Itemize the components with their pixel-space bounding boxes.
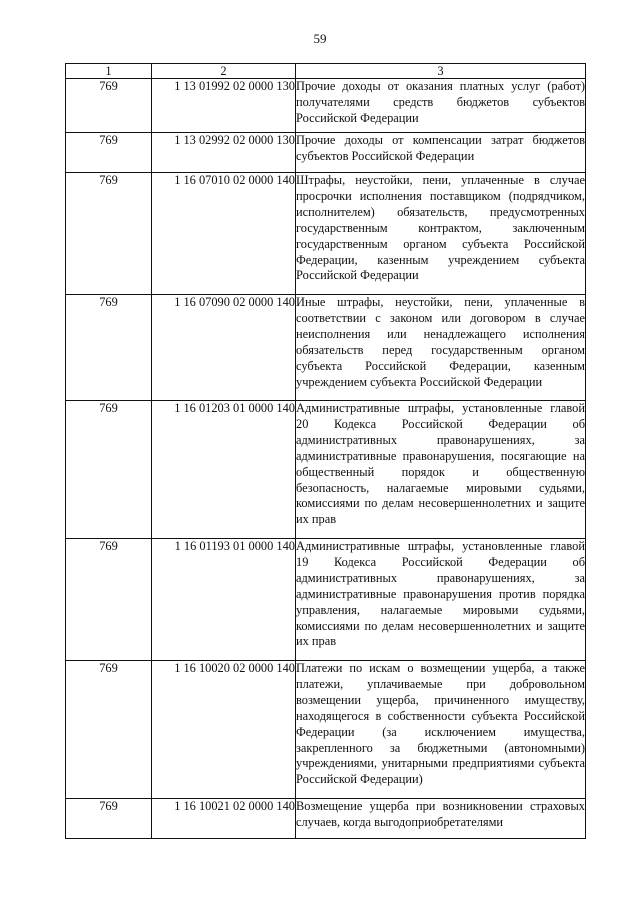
table-row (66, 173, 586, 295)
table-row (66, 539, 586, 661)
admin-code-cell: 769 (66, 133, 152, 173)
budget-code-cell: 1 16 07010 02 0000 140 (152, 173, 296, 295)
admin-code-cell: 769 (66, 79, 152, 133)
budget-code-cell: 1 13 01992 02 0000 130 (152, 79, 296, 133)
table-header-row (66, 64, 586, 79)
column-header-1: 1 (66, 64, 152, 79)
admin-code-cell: 769 (66, 661, 152, 799)
revenue-name-cell: Административные штрафы, установленные главой 19 Кодекса Российской Федерации об административных правонарушениях, за административные правонарушения против порядка управления, налагаемые мировыми судьями, комиссиями по делам несовершеннолетних и защите их прав (296, 539, 586, 661)
budget-code-cell: 1 16 10021 02 0000 140 (152, 799, 296, 839)
budget-code-cell: 1 16 01193 01 0000 140 (152, 539, 296, 661)
table-row (66, 295, 586, 401)
column-header-3: 3 (296, 64, 586, 79)
admin-code-cell: 769 (66, 295, 152, 401)
table-row (66, 401, 586, 539)
table-row (66, 133, 586, 173)
table-row (66, 79, 586, 133)
revenue-name-cell: Прочие доходы от компенсации затрат бюджетов субъектов Российской Федерации (296, 133, 586, 173)
revenue-name-cell: Платежи по искам о возмещении ущерба, а также платежи, уплачиваемые при добровольном возмещении ущерба, причиненного имуществу, находящегося в собственности субъекта Российской Федерации (за исключением имущества, закрепленного за бюджетными (автономными) учреждениями, унитарными предприятиями субъекта Российской Федерации) (296, 661, 586, 799)
revenue-name-cell: Административные штрафы, установленные главой 20 Кодекса Российской Федерации об административных правонарушениях, за административные правонарушения, посягающие на общественный порядок и общественную безопасность, налагаемые мировыми судьями, комиссиями по делам несовершеннолетних и защите их прав (296, 401, 586, 539)
admin-code-cell: 769 (66, 401, 152, 539)
budget-code-cell: 1 16 01203 01 0000 140 (152, 401, 296, 539)
revenue-name-cell: Штрафы, неустойки, пени, уплаченные в случае просрочки исполнения поставщиком (подрядчиком, исполнителем) обязательств, предусмотренных государственным контрактом, заключенным государственным органом субъекта Российской Федерации, казенным учреждением субъекта Российской Федерации (296, 173, 586, 295)
admin-code-cell: 769 (66, 539, 152, 661)
revenue-name-cell: Прочие доходы от оказания платных услуг (работ) получателями средств бюджетов субъектов Российской Федерации (296, 79, 586, 133)
budget-code-cell: 1 16 07090 02 0000 140 (152, 295, 296, 401)
column-header-2: 2 (152, 64, 296, 79)
page-number: 59 (313, 31, 327, 46)
budget-code-cell: 1 16 10020 02 0000 140 (152, 661, 296, 799)
revenue-name-cell: Иные штрафы, неустойки, пени, уплаченные в соответствии с законом или договором в случае неисполнения или ненадлежащего исполнения обязательств перед государственным органом субъекта Российской Федерации, казенным учреждением субъекта Российской Федерации (296, 295, 586, 401)
table-row (66, 661, 586, 799)
table-row (66, 799, 586, 839)
budget-code-cell: 1 13 02992 02 0000 130 (152, 133, 296, 173)
admin-code-cell: 769 (66, 799, 152, 839)
admin-code-cell: 769 (66, 173, 152, 295)
revenue-classification-table (65, 63, 586, 839)
revenue-name-cell: Возмещение ущерба при возникновении страховых случаев, когда выгодоприобретателями (296, 799, 586, 839)
